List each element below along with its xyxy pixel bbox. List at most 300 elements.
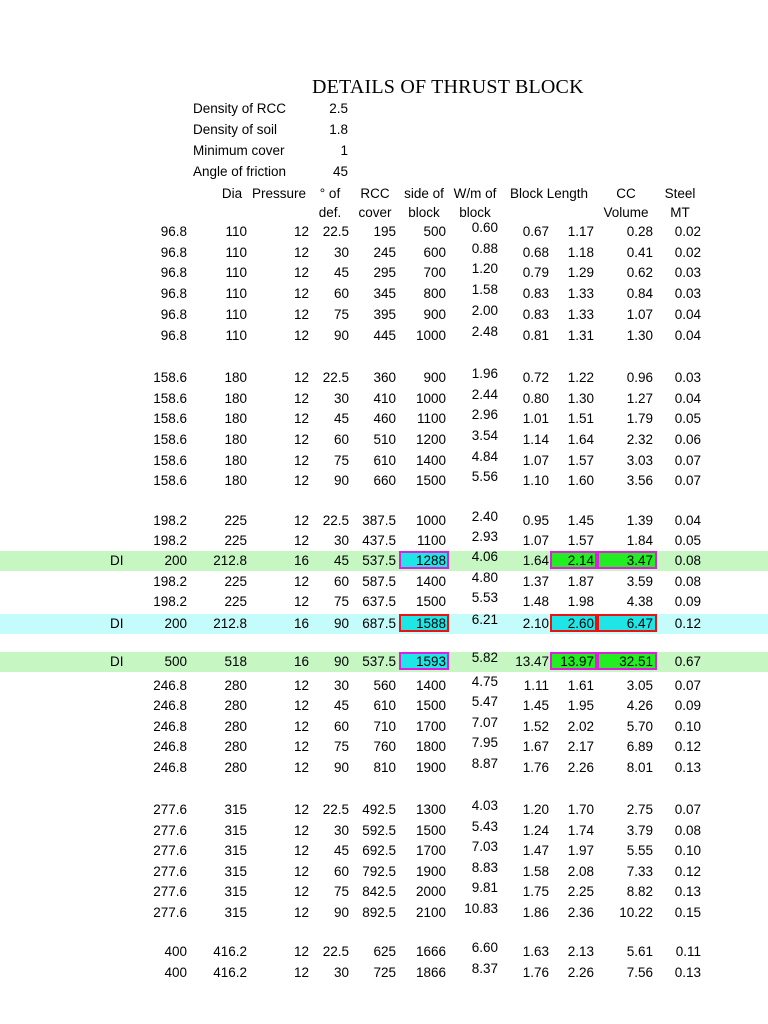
table-cell: 0.13	[674, 965, 701, 980]
table-cell: 1.18	[567, 245, 594, 260]
table-row	[0, 531, 768, 551]
table-cell: 225	[224, 533, 247, 548]
table-cell: 96.8	[160, 328, 187, 343]
table-cell: 13.97	[560, 654, 594, 669]
table-row	[0, 284, 768, 304]
table-cell: 0.67	[674, 654, 701, 669]
table-cell: 5.56	[471, 469, 498, 484]
table-cell: 395	[373, 307, 396, 322]
table-cell: 7.95	[471, 735, 498, 750]
table-cell: 518	[224, 654, 247, 669]
table-row	[0, 511, 768, 531]
table-cell: 5.43	[471, 819, 498, 834]
table-cell: 12	[293, 533, 309, 548]
table-row	[0, 430, 768, 450]
table-cell: 2.40	[471, 509, 498, 524]
table-cell: 1.22	[567, 370, 594, 385]
table-cell: 2.93	[471, 529, 498, 544]
table-cell: 4.84	[471, 449, 498, 464]
table-cell: 280	[224, 719, 247, 734]
table-cell: 110	[225, 224, 247, 239]
table-cell: 8.87	[471, 756, 498, 771]
table-cell: 510	[373, 432, 396, 447]
table-cell: 1.24	[522, 823, 549, 838]
table-cell: 460	[373, 411, 396, 426]
table-cell: 0.15	[674, 905, 701, 920]
table-cell: 1.79	[626, 411, 653, 426]
table-cell: 1.37	[522, 574, 549, 589]
table-cell: 660	[373, 473, 396, 488]
table-cell: 1666	[415, 944, 446, 959]
table-cell: 0.12	[674, 864, 701, 879]
table-cell: 500	[423, 224, 446, 239]
table-cell: 1866	[415, 965, 446, 980]
table-cell: 12	[293, 473, 309, 488]
table-cell: 560	[373, 678, 396, 693]
table-cell: 12	[293, 286, 309, 301]
table-cell: 637.5	[362, 594, 396, 609]
table-cell: 5.61	[626, 944, 653, 959]
table-cell: 280	[224, 760, 247, 775]
table-cell: 30	[333, 533, 349, 548]
table-cell: 13.47	[515, 654, 549, 669]
di-label: DI	[110, 553, 124, 568]
table-cell: 2.32	[626, 432, 653, 447]
table-cell: 1700	[415, 843, 446, 858]
table-cell: 2.25	[567, 884, 594, 899]
table-row	[0, 717, 768, 737]
table-cell: 315	[224, 864, 247, 879]
table-cell: 12	[293, 594, 309, 609]
header-wm-line1: W/m of	[453, 186, 497, 201]
table-cell: 8.37	[471, 961, 498, 976]
table-cell: 315	[224, 823, 247, 838]
table-cell: 75	[333, 594, 349, 609]
table-cell: 200	[164, 616, 187, 631]
table-cell: 2.60	[567, 616, 594, 631]
table-cell: 75	[333, 884, 349, 899]
table-row	[0, 737, 768, 757]
table-cell: 180	[224, 473, 247, 488]
param-label-angle-friction: Angle of friction	[193, 164, 287, 179]
table-cell: 315	[224, 905, 247, 920]
table-cell: 30	[333, 245, 349, 260]
table-cell: 180	[224, 411, 247, 426]
table-cell: 1.14	[522, 432, 549, 447]
table-cell: 1.76	[522, 965, 549, 980]
table-cell: 277.6	[153, 823, 187, 838]
table-cell: 2.17	[567, 739, 594, 754]
di-label: DI	[110, 616, 124, 631]
table-cell: 158.6	[153, 391, 187, 406]
table-cell: 2.00	[471, 303, 498, 318]
table-cell: 96.8	[160, 245, 187, 260]
table-cell: 0.80	[522, 391, 549, 406]
table-row	[0, 263, 768, 283]
table-cell: 437.5	[362, 533, 396, 548]
table-cell: 1.64	[522, 553, 549, 568]
table-cell: 2.48	[471, 324, 498, 339]
table-cell: 1.45	[567, 513, 594, 528]
table-cell: 0.68	[522, 245, 549, 260]
table-cell: 1200	[415, 432, 446, 447]
table-cell: 1588	[415, 616, 446, 631]
table-cell: 246.8	[153, 719, 187, 734]
table-cell: 1288	[415, 553, 446, 568]
table-cell: 180	[224, 432, 247, 447]
table-cell: 12	[293, 432, 309, 447]
table-cell: 0.07	[674, 453, 701, 468]
table-cell: 416.2	[213, 965, 247, 980]
table-cell: 90	[333, 328, 349, 343]
table-cell: 277.6	[153, 884, 187, 899]
table-cell: 810	[373, 760, 396, 775]
table-cell: 1.33	[567, 307, 594, 322]
table-cell: 9.81	[471, 880, 498, 895]
table-cell: 195	[373, 224, 396, 239]
table-cell: 1.52	[522, 719, 549, 734]
table-cell: 12	[293, 864, 309, 879]
table-cell: 12	[293, 823, 309, 838]
table-cell: 200	[164, 553, 187, 568]
table-cell: 700	[423, 265, 446, 280]
table-cell: 7.56	[626, 965, 653, 980]
table-cell: 0.41	[626, 245, 653, 260]
table-cell: 0.62	[626, 265, 653, 280]
table-cell: 2.02	[567, 719, 594, 734]
table-cell: 12	[293, 370, 309, 385]
table-cell: 0.08	[674, 574, 701, 589]
table-cell: 5.53	[471, 590, 498, 605]
table-cell: 1.20	[522, 802, 549, 817]
header-rcc-line2: cover	[358, 205, 392, 220]
table-cell: 6.21	[471, 612, 498, 627]
table-cell: 1500	[415, 823, 446, 838]
table-cell: 158.6	[153, 453, 187, 468]
table-cell: 12	[293, 678, 309, 693]
table-cell: 315	[224, 884, 247, 899]
param-label-density-rcc: Density of RCC	[193, 101, 287, 116]
table-cell: 3.56	[626, 473, 653, 488]
table-cell: 1.07	[522, 533, 549, 548]
table-cell: 22.5	[322, 802, 349, 817]
table-cell: 1.45	[522, 698, 549, 713]
table-cell: 12	[293, 245, 309, 260]
table-cell: 75	[333, 307, 349, 322]
table-cell: 0.81	[522, 328, 549, 343]
table-cell: 96.8	[160, 307, 187, 322]
table-cell: 158.6	[153, 411, 187, 426]
table-cell: 0.04	[674, 513, 701, 528]
table-cell: 10.22	[619, 905, 653, 920]
table-cell: 0.83	[522, 286, 549, 301]
table-cell: 16	[293, 654, 309, 669]
table-row	[0, 676, 768, 696]
table-cell: 0.02	[674, 224, 701, 239]
table-cell: 1.67	[522, 739, 549, 754]
table-cell: 7.03	[471, 839, 498, 854]
table-cell: 12	[293, 944, 309, 959]
table-cell: 198.2	[153, 594, 187, 609]
table-cell: 1.61	[567, 678, 594, 693]
table-cell: 537.5	[362, 553, 396, 568]
param-label-minimum-cover: Minimum cover	[193, 143, 285, 158]
table-cell: 0.28	[626, 224, 653, 239]
table-cell: 1500	[415, 473, 446, 488]
table-cell: 3.05	[626, 678, 653, 693]
table-cell: 5.47	[471, 694, 498, 709]
table-cell: 0.05	[674, 411, 701, 426]
table-cell: 8.83	[471, 860, 498, 875]
table-cell: 246.8	[153, 678, 187, 693]
table-cell: 1.74	[567, 823, 594, 838]
table-cell: 6.47	[626, 616, 653, 631]
table-cell: 110	[225, 245, 247, 260]
table-cell: 280	[224, 739, 247, 754]
table-cell: 4.80	[471, 570, 498, 585]
table-cell: 22.5	[322, 944, 349, 959]
header-pressure: Pressure	[251, 186, 307, 201]
table-cell: 0.03	[674, 265, 701, 280]
table-cell: 1.97	[567, 843, 594, 858]
table-cell: 12	[293, 513, 309, 528]
table-cell: 2.10	[522, 616, 549, 631]
table-cell: 30	[333, 678, 349, 693]
table-cell: 30	[333, 965, 349, 980]
table-cell: 0.95	[522, 513, 549, 528]
table-cell: 1800	[415, 739, 446, 754]
table-cell: 900	[423, 370, 446, 385]
table-row	[0, 882, 768, 902]
table-cell: 410	[373, 391, 396, 406]
table-cell: 198.2	[153, 574, 187, 589]
table-cell: 1.27	[626, 391, 653, 406]
table-cell: 0.03	[674, 286, 701, 301]
table-cell: 1.75	[522, 884, 549, 899]
table-cell: 0.09	[674, 594, 701, 609]
table-cell: 416.2	[213, 944, 247, 959]
table-cell: 12	[293, 884, 309, 899]
table-cell: 90	[333, 905, 349, 920]
table-row	[0, 592, 768, 612]
table-cell: 1.01	[522, 411, 549, 426]
table-cell: 246.8	[153, 698, 187, 713]
table-cell: 1.30	[626, 328, 653, 343]
table-cell: 225	[224, 513, 247, 528]
table-cell: 0.08	[674, 823, 701, 838]
table-cell: 8.82	[626, 884, 653, 899]
table-cell: 96.8	[160, 265, 187, 280]
table-cell: 315	[224, 843, 247, 858]
table-cell: 892.5	[362, 905, 396, 920]
table-cell: 0.83	[522, 307, 549, 322]
table-cell: 12	[293, 328, 309, 343]
table-cell: 1.11	[523, 678, 549, 693]
table-cell: 360	[373, 370, 396, 385]
table-cell: 0.04	[674, 328, 701, 343]
table-cell: 1100	[416, 533, 446, 548]
table-cell: 7.07	[471, 715, 498, 730]
table-cell: 0.10	[674, 843, 701, 858]
table-row	[0, 758, 768, 778]
table-cell: 4.38	[626, 594, 653, 609]
table-row	[0, 903, 768, 923]
param-label-density-soil: Density of soil	[193, 122, 278, 137]
table-cell: 0.60	[471, 220, 498, 235]
table-cell: 0.05	[674, 533, 701, 548]
table-cell: 32.51	[619, 654, 653, 669]
header-block-length: Block Length	[509, 186, 589, 201]
table-cell: 3.59	[626, 574, 653, 589]
table-cell: 280	[224, 678, 247, 693]
table-cell: 0.12	[674, 739, 701, 754]
table-cell: 1.17	[567, 224, 594, 239]
table-cell: 0.07	[674, 473, 701, 488]
table-cell: 225	[224, 574, 247, 589]
table-row	[0, 389, 768, 409]
table-cell: 0.11	[675, 944, 701, 959]
table-cell: 1.63	[522, 944, 549, 959]
table-cell: 1.07	[626, 307, 653, 322]
table-cell: 295	[373, 265, 396, 280]
table-cell: 4.03	[471, 798, 498, 813]
table-cell: 0.07	[674, 678, 701, 693]
table-cell: 45	[333, 411, 349, 426]
table-cell: 1.58	[522, 864, 549, 879]
table-cell: 45	[333, 553, 349, 568]
table-cell: 5.82	[471, 650, 498, 665]
table-cell: 1.47	[522, 843, 549, 858]
table-cell: 60	[333, 574, 349, 589]
table-row	[0, 243, 768, 263]
table-cell: 277.6	[153, 864, 187, 879]
table-cell: 1700	[415, 719, 446, 734]
table-cell: 12	[293, 265, 309, 280]
table-cell: 12	[293, 905, 309, 920]
table-cell: 245	[373, 245, 396, 260]
param-value-minimum-cover: 1	[340, 143, 348, 158]
table-cell: 1.20	[471, 261, 498, 276]
table-cell: 1.95	[567, 698, 594, 713]
table-cell: 96.8	[160, 224, 187, 239]
table-cell: 500	[164, 654, 187, 669]
table-cell: 110	[225, 307, 247, 322]
table-cell: 45	[333, 698, 349, 713]
table-cell: 0.06	[674, 432, 701, 447]
table-cell: 158.6	[153, 432, 187, 447]
table-cell: 12	[293, 411, 309, 426]
table-row	[0, 862, 768, 882]
table-cell: 60	[333, 719, 349, 734]
table-cell: 1.48	[522, 594, 549, 609]
table-row	[0, 963, 768, 983]
table-cell: 600	[423, 245, 446, 260]
table-cell: 610	[373, 453, 396, 468]
table-cell: 12	[293, 843, 309, 858]
table-cell: 12	[293, 739, 309, 754]
table-cell: 1.33	[567, 286, 594, 301]
table-cell: 1.57	[567, 453, 594, 468]
table-cell: 90	[333, 760, 349, 775]
table-cell: 110	[225, 265, 247, 280]
table-cell: 6.60	[471, 940, 498, 955]
param-value-density-soil: 1.8	[329, 122, 348, 137]
table-cell: 3.54	[471, 428, 498, 443]
table-cell: 1.58	[471, 282, 498, 297]
table-cell: 22.5	[322, 370, 349, 385]
table-cell: 180	[224, 391, 247, 406]
table-cell: 3.47	[626, 553, 653, 568]
table-cell: 1.51	[567, 411, 594, 426]
table-row	[0, 652, 768, 672]
table-cell: 4.06	[471, 549, 498, 564]
header-deg-line1: ° of	[319, 186, 341, 201]
table-cell: 277.6	[153, 843, 187, 858]
table-cell: 760	[373, 739, 396, 754]
table-cell: 12	[293, 965, 309, 980]
table-cell: 2.96	[471, 407, 498, 422]
table-cell: 22.5	[322, 224, 349, 239]
table-cell: 96.8	[160, 286, 187, 301]
table-cell: 592.5	[362, 823, 396, 838]
table-row	[0, 696, 768, 716]
table-cell: 587.5	[362, 574, 396, 589]
table-cell: 0.84	[626, 286, 653, 301]
table-cell: 1.64	[567, 432, 594, 447]
table-cell: 1.29	[567, 265, 594, 280]
table-cell: 687.5	[362, 616, 396, 631]
table-row	[0, 614, 768, 634]
table-cell: 12	[293, 307, 309, 322]
table-cell: 1.07	[522, 453, 549, 468]
table-row	[0, 942, 768, 962]
table-cell: 212.8	[213, 553, 247, 568]
table-cell: 1.98	[567, 594, 594, 609]
table-row	[0, 368, 768, 388]
table-cell: 1593	[415, 654, 446, 669]
table-cell: 2000	[415, 884, 446, 899]
header-steel-line1: Steel	[664, 186, 696, 201]
table-row	[0, 409, 768, 429]
header-side-line2: block	[408, 205, 440, 220]
table-row	[0, 451, 768, 471]
header-side-line1: side of	[404, 186, 444, 201]
table-cell: 158.6	[153, 473, 187, 488]
table-cell: 400	[164, 944, 187, 959]
table-cell: 1.57	[567, 533, 594, 548]
table-cell: 625	[373, 944, 396, 959]
table-cell: 1000	[415, 513, 446, 528]
table-cell: 387.5	[362, 513, 396, 528]
table-cell: 12	[293, 574, 309, 589]
table-cell: 2.36	[567, 905, 594, 920]
table-cell: 610	[373, 698, 396, 713]
table-cell: 12	[293, 698, 309, 713]
table-row	[0, 326, 768, 346]
table-cell: 1500	[415, 698, 446, 713]
header-rcc-line1: RCC	[360, 186, 390, 201]
table-cell: 445	[373, 328, 396, 343]
table-cell: 8.01	[626, 760, 653, 775]
header-wm-line2: block	[459, 205, 491, 220]
header-steel-line2: MT	[670, 205, 690, 220]
table-cell: 1.60	[567, 473, 594, 488]
table-cell: 12	[293, 719, 309, 734]
table-cell: 12	[293, 224, 309, 239]
table-cell: 1400	[415, 453, 446, 468]
table-cell: 12	[293, 802, 309, 817]
table-cell: 1500	[415, 594, 446, 609]
